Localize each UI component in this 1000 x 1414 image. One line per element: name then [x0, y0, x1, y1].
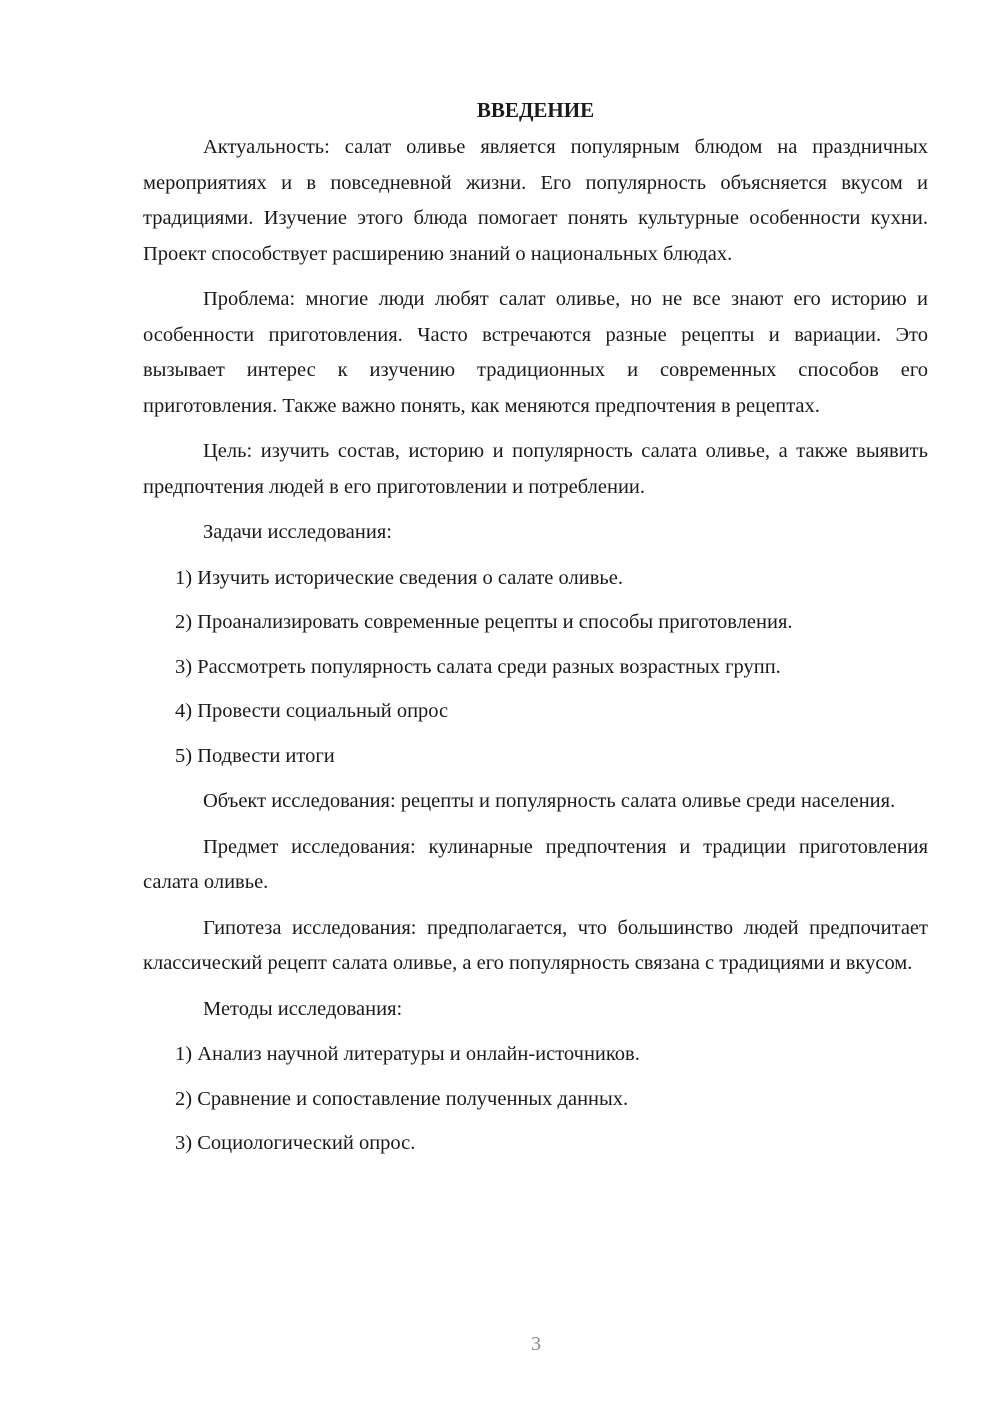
task-item: 1) Изучить исторические сведения о салате оливье. [175, 566, 623, 589]
object-paragraph: Объект исследования: рецепты и популярность салата оливье среди населения. [203, 790, 896, 812]
page-number: 3 [531, 1333, 541, 1355]
task-item: 5) Подвести итоги [175, 744, 335, 767]
goal-paragraph: Цель: изучить состав, историю и популярность салата оливье, а также выявить предпочтения людей в его приготовлении и потреблении. [143, 440, 928, 498]
tasks-list [143, 561, 928, 775]
section-heading: ВВЕДЕНИЕ [476, 98, 595, 122]
problem-paragraph: Проблема: многие люди любят салат оливье, но не все знают его историю и особенности приготовления. Часто встречаются разные рецепты и вариации. Это вызывает интерес к изучению традиционных и современных способов его приготовления. Также важно понять, как меняются предпочтения в рецептах. [143, 288, 928, 417]
subject-paragraph: Предмет исследования: кулинарные предпочтения и традиции приготовления салата оливье. [143, 835, 928, 893]
tasks-label: Задачи исследования: [203, 521, 392, 543]
relevance-paragraph: Актуальность: салат оливье является популярным блюдом на праздничных мероприятиях и в повседневной жизни. Его популярность объясняется вкусом и традициями. Изучение этого блюда помогает понять культурные особенности кухни. Проект способствует расширению знаний о национальных блюдах. [143, 136, 928, 265]
document-page [143, 92, 928, 1172]
methods-list [143, 1037, 928, 1162]
task-item: 2) Проанализировать современные рецепты и способы приготовления. [175, 611, 793, 633]
methods-label: Методы исследования: [203, 997, 403, 1020]
method-item: 2) Сравнение и сопоставление полученных данных. [175, 1087, 629, 1110]
hypothesis-paragraph: Гипотеза исследования: предполагается, что большинство людей предпочитает классический рецепт салата оливье, а его популярность связана с традициями и вкусом. [143, 916, 928, 974]
method-item: 1) Анализ научной литературы и онлайн-источников. [175, 1043, 640, 1065]
task-item: 3) Рассмотреть популярность салата среди разных возрастных групп. [175, 655, 781, 678]
task-item: 4) Провести социальный опрос [175, 700, 449, 722]
method-item: 3) Социологический опрос. [175, 1132, 416, 1154]
